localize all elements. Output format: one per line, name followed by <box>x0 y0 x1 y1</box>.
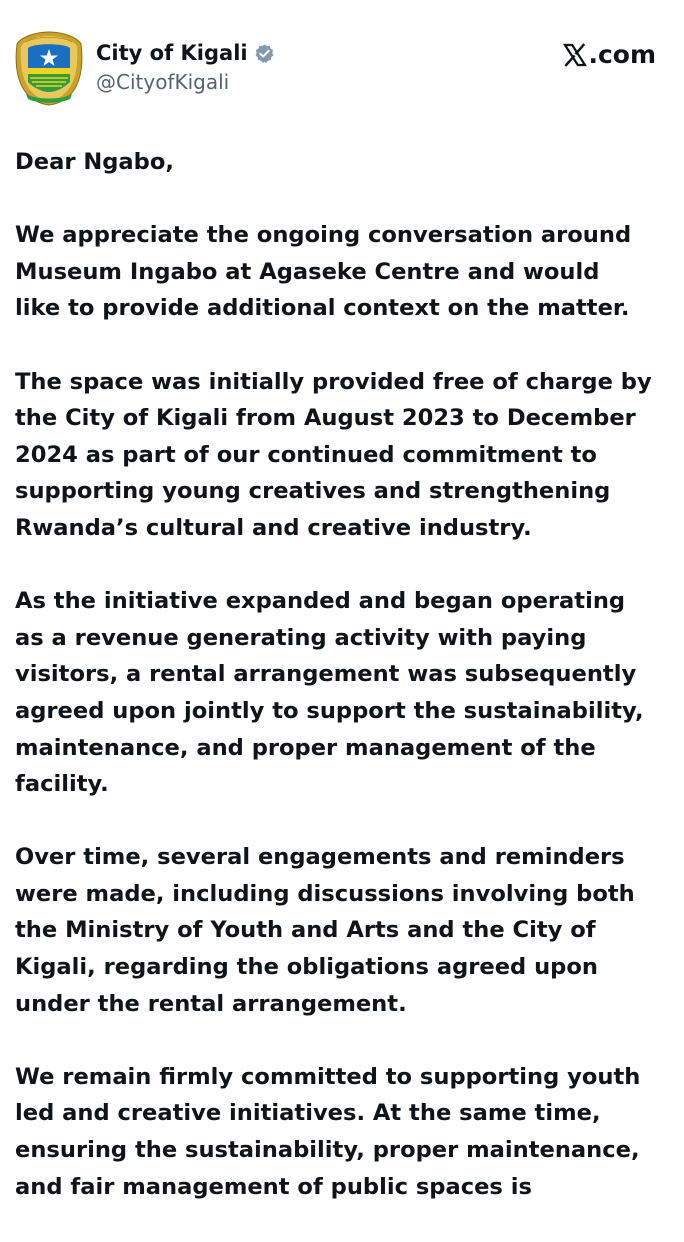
x-com-watermark <box>563 40 656 69</box>
post-paragraph: Over time, several engagements and reminders were made, including discussions involving both the Ministry of Youth and Arts and the City of Kigali, regarding the obligations agreed upon under the rental arrangement. <box>15 844 635 1017</box>
name-row <box>96 38 275 68</box>
x-logo-icon <box>563 43 587 67</box>
brand-suffix: .com <box>588 40 656 69</box>
post-paragraph: We remain firmly committed to supporting youth led and creative initiatives. At the same time, ensuring the sustainability, proper maintenance, and fair management of public spaces is <box>15 1063 641 1200</box>
post-paragraph: Dear Ngabo, <box>15 149 174 175</box>
account-handle[interactable]: @CityofKigali <box>96 70 230 94</box>
post-paragraph: We appreciate the ongoing conversation around Museum Ingabo at Agaseke Centre and would like to provide additional context on the matter. <box>15 222 632 322</box>
post-header <box>0 0 684 110</box>
post-paragraph: The space was initially provided free of charge by the City of Kigali from August 2023 to December 2024 as part of our continued commitment to supporting young creatives and strengthening Rwanda’s cultural and creative industry. <box>15 368 652 541</box>
verified-badge-icon <box>254 43 275 64</box>
city-of-kigali-seal-icon[interactable] <box>14 30 84 106</box>
account-info[interactable] <box>96 38 275 94</box>
post-text <box>15 144 675 1242</box>
post-paragraph: As the initiative expanded and began operating as a revenue generating activity with paying visitors, a rental arrangement was subsequently agreed upon jointly to support the sustainability, maintenance, and proper management of the facility. <box>15 588 644 798</box>
display-name[interactable]: City of Kigali <box>96 41 248 65</box>
